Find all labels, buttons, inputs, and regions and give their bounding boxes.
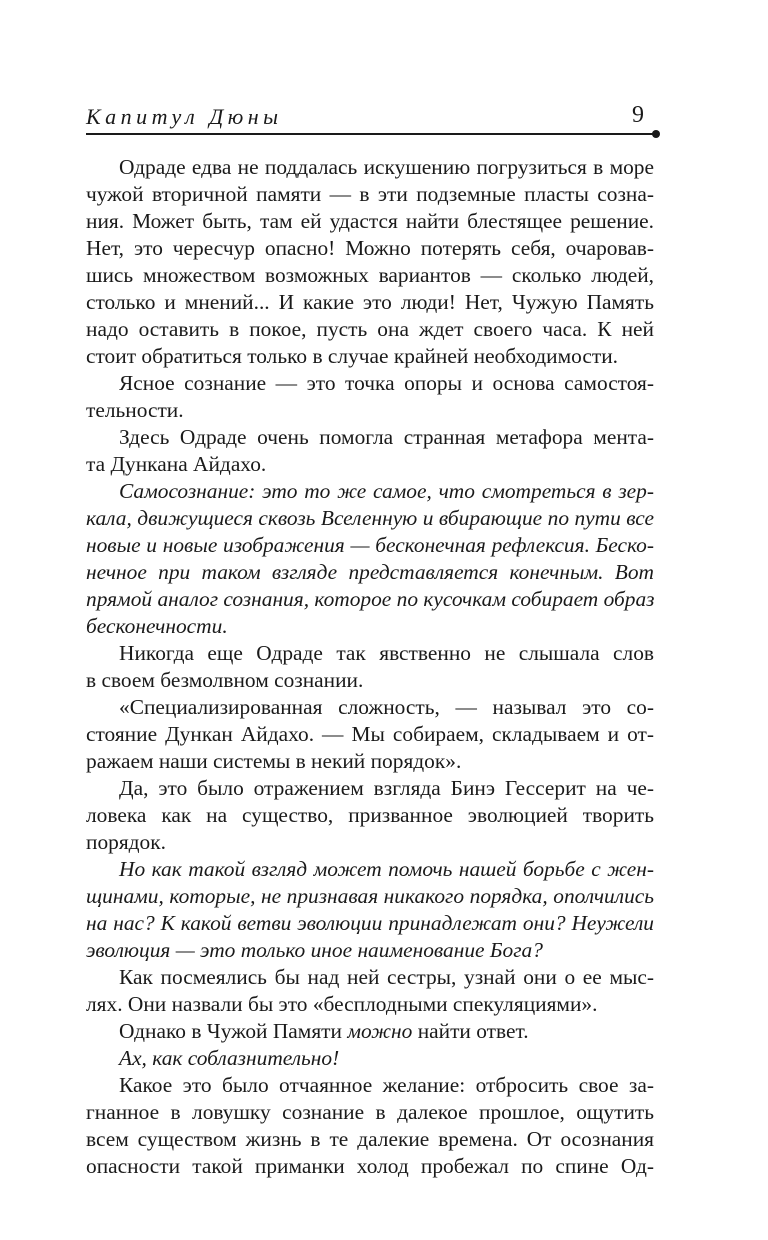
text-line-content: Самосознание: это то же самое, что смотреться в зер- <box>119 479 654 503</box>
text-line <box>86 478 654 505</box>
text-line <box>86 532 654 559</box>
text-line <box>86 640 654 667</box>
text-line-content: Ясное сознание — это точка опоры и основа самостоя- <box>119 371 654 395</box>
text-line-content: Ах, как соблазнительно! <box>119 1046 340 1070</box>
text-line <box>86 829 654 856</box>
text-line <box>86 1099 654 1126</box>
text-line-content: «Специализированная сложность, — называл это со- <box>119 695 654 719</box>
text-line-content: Здесь Одраде очень помогла странная метафора мента- <box>119 425 654 449</box>
text-line-content: опасности такой приманки холод пробежал по спине Од- <box>86 1154 654 1178</box>
text-line-content: щинами, которые, не признавая никакого порядка, ополчились <box>86 884 654 908</box>
text-line-content: новые и новые изображения — бесконечная рефлексия. Беско- <box>86 533 654 557</box>
text-line <box>86 208 654 235</box>
text-line-content: ния. Может быть, там ей удастся найти блестящее решение. <box>86 209 654 233</box>
text-line <box>86 262 654 289</box>
text-line <box>86 586 654 613</box>
emphasized-word: можно <box>347 1019 413 1043</box>
text-line-content: бесконечности. <box>86 614 228 638</box>
text-line <box>86 694 654 721</box>
text-line <box>86 559 654 586</box>
text-line-content: ражаем наши системы в некий порядок». <box>86 749 462 773</box>
text-line-content: шись множеством возможных вариантов — сколько людей, <box>86 263 654 287</box>
text-line <box>86 451 654 478</box>
text-line-content: Одраде едва не поддалась искушению погрузиться в море <box>119 155 654 179</box>
text-line <box>86 964 654 991</box>
text-line <box>86 883 654 910</box>
text-line <box>86 343 654 370</box>
header-rule-dot <box>652 130 660 138</box>
text-line-content: кала, движущиеся сквозь Вселенную и вбирающие по пути все <box>86 506 654 530</box>
text-line-content: надо оставить в покое, пусть она ждет своего часа. К ней <box>86 317 654 341</box>
text-line <box>86 991 654 1018</box>
header-rule <box>86 133 656 135</box>
text-line-content: Но как такой взгляд может помочь нашей борьбе с жен- <box>119 857 654 881</box>
page-header <box>86 102 666 136</box>
text-line <box>86 775 654 802</box>
text-line <box>86 802 654 829</box>
text-line <box>86 721 654 748</box>
text-line <box>86 1045 654 1072</box>
text-line-content: столько и мнений... И какие это люди! Нет, Чужую Память <box>86 290 654 314</box>
text-line <box>86 370 654 397</box>
text-line-content: лях. Они назвали бы это «бесплодными спекуляциями». <box>86 992 598 1016</box>
text-line-content: Однако в Чужой Памяти <box>119 1019 348 1043</box>
text-line-content: Никогда еще Одраде так явственно не слышала слов <box>119 641 654 665</box>
text-line <box>86 235 654 262</box>
text-line <box>86 1018 654 1045</box>
text-line-content: Как посмеялись бы над ней сестры, узнай они о ее мыс- <box>119 965 654 989</box>
text-line <box>86 505 654 532</box>
text-line <box>86 667 654 694</box>
text-line-content: Нет, это чересчур опасно! Можно потерять себя, очаровав- <box>86 236 654 260</box>
text-line-content: эволюция — это только иное наименование Бога? <box>86 938 543 962</box>
text-line-content: ловека как на существо, призванное эволюцией творить <box>86 803 654 827</box>
text-line-content: стояние Дункан Айдахо. — Мы собираем, складываем и от- <box>86 722 654 746</box>
text-line <box>86 181 654 208</box>
text-line <box>86 856 654 883</box>
text-line-content: чужой вторичной памяти — в эти подземные пласты созна- <box>86 182 654 206</box>
text-line <box>86 289 654 316</box>
text-line <box>86 937 654 964</box>
text-line <box>86 316 654 343</box>
text-line <box>86 1072 654 1099</box>
text-line-content: гнанное в ловушку сознание в далекое прошлое, ощутить <box>86 1100 654 1124</box>
page-number: 9 <box>632 102 644 128</box>
text-line-tail: найти ответ. <box>412 1019 529 1043</box>
running-title: Капитул Дюны <box>86 104 283 129</box>
text-line-content: порядок. <box>86 830 166 854</box>
text-line-content: прямой аналог сознания, которое по кусочкам собирает образ <box>86 587 655 611</box>
text-line-content: та Дункана Айдахо. <box>86 452 267 476</box>
text-line-content: на нас? К какой ветви эволюции принадлежат они? Неужели <box>86 911 654 935</box>
text-line-content: стоит обратиться только в случае крайней необходимости. <box>86 344 619 368</box>
text-line-content: тельности. <box>86 398 184 422</box>
text-line <box>86 910 654 937</box>
text-line-content: всем существом жизнь в те далекие времена. От осознания <box>86 1127 654 1151</box>
text-line <box>86 424 654 451</box>
body-text <box>86 154 654 1180</box>
text-line-content: Какое это было отчаянное желание: отбросить свое за- <box>119 1073 654 1097</box>
text-line <box>86 1153 654 1180</box>
text-line <box>86 397 654 424</box>
text-line <box>86 613 654 640</box>
text-line-content: нечное при таком взгляде представляется конечным. Вот <box>86 560 654 584</box>
text-line-content: в своем безмолвном сознании. <box>86 668 364 692</box>
text-line-content: Да, это было отражением взгляда Бинэ Гессерит на че- <box>119 776 654 800</box>
text-line <box>86 748 654 775</box>
text-line <box>86 1126 654 1153</box>
text-line <box>86 154 654 181</box>
